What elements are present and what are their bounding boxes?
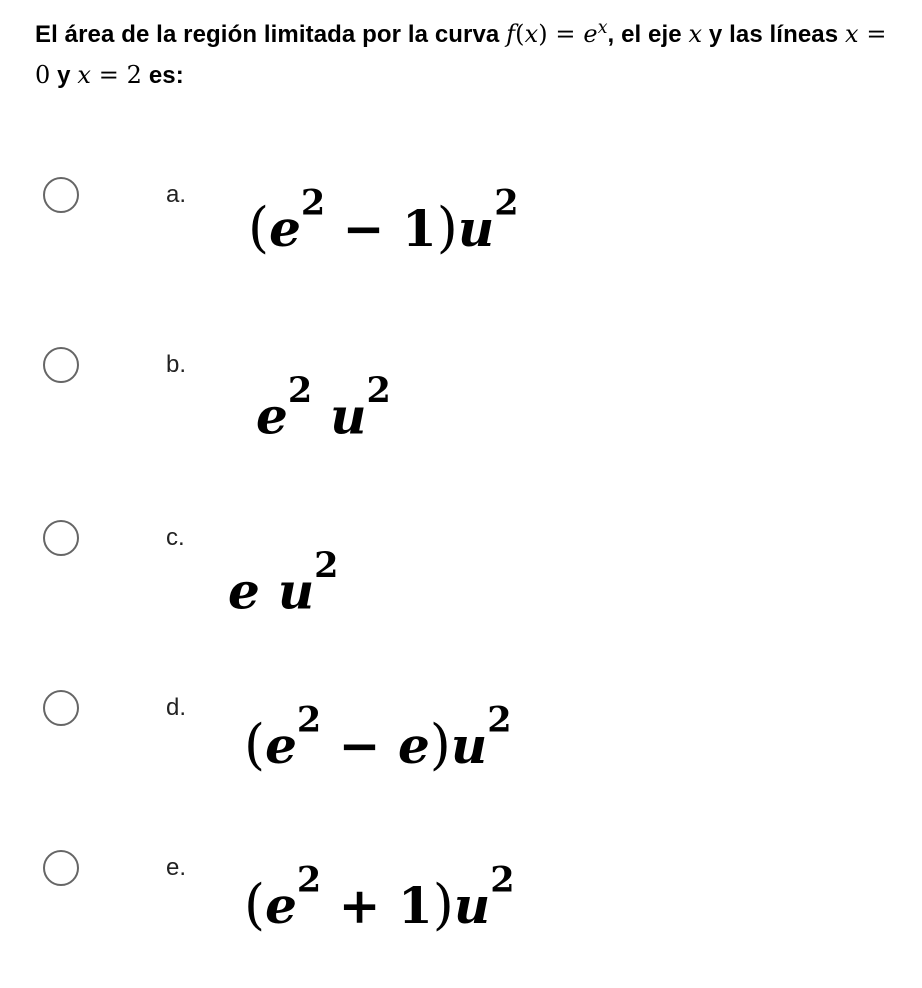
math-paren: ) [436, 196, 458, 259]
math-operator: + [321, 876, 398, 935]
math-e: e [256, 386, 288, 446]
math-paren: ( [244, 713, 266, 776]
question-text [35, 14, 905, 96]
math-paren: ) [432, 873, 454, 936]
option-letter: a. [166, 181, 187, 208]
math-unit: u [457, 199, 495, 258]
math-number: 2 [126, 61, 143, 89]
option-expression [248, 182, 519, 259]
question-text-part: El área de la región limitada por la curva [35, 21, 507, 48]
math-exponent: 2 [296, 699, 322, 741]
math-paren: ( [244, 873, 266, 936]
math-e: e [269, 199, 301, 258]
math-exponent: 2 [494, 182, 519, 224]
math-x: x [77, 61, 91, 89]
math-exponent: 2 [490, 859, 515, 901]
option-letter: e. [166, 854, 187, 881]
math-operator: − [325, 199, 402, 258]
math-e: e [265, 876, 297, 935]
radio-button-d[interactable] [43, 690, 79, 726]
math-number: 0 [35, 61, 51, 89]
option-letter: b. [166, 351, 187, 378]
option-expression [228, 545, 339, 621]
option-expression [244, 859, 515, 936]
radio-button-e[interactable] [43, 850, 79, 886]
math-exponent: 2 [314, 545, 339, 586]
math-x: x [688, 20, 703, 48]
math-equals: = [91, 61, 127, 89]
math-x: x [524, 20, 539, 48]
answer-option-e[interactable] [0, 838, 922, 988]
math-f: f [506, 20, 516, 48]
math-exponent: x [597, 18, 608, 38]
math-unit: u [330, 386, 367, 446]
radio-button-c[interactable] [43, 520, 79, 556]
question-text-part: es: [142, 62, 184, 89]
math-unit: u [450, 716, 488, 775]
answer-option-c[interactable] [0, 508, 922, 658]
option-letter: d. [166, 694, 187, 721]
math-unit: u [277, 561, 315, 621]
math-equals: = [858, 20, 887, 48]
option-expression [256, 370, 391, 446]
answer-option-d[interactable] [0, 678, 922, 828]
math-term: 1 [401, 199, 437, 258]
option-letter: c. [166, 524, 185, 551]
math-term: e [397, 716, 430, 775]
answer-option-b[interactable] [0, 335, 922, 485]
math-paren: ) [429, 713, 451, 776]
radio-button-b[interactable] [43, 347, 79, 383]
math-paren: ) [538, 20, 548, 48]
math-e: e [228, 561, 260, 621]
math-exponent: 2 [300, 182, 326, 224]
radio-button-a[interactable] [43, 177, 79, 213]
math-exponent: 2 [296, 859, 322, 901]
option-expression [244, 699, 512, 776]
question-text-part: y [50, 62, 78, 89]
question-text-part: , el eje [607, 21, 689, 48]
math-x: x [844, 20, 859, 48]
question-text-part: y las líneas [702, 21, 845, 48]
math-paren: ( [515, 20, 525, 48]
math-unit: u [453, 876, 491, 935]
math-term: 1 [397, 876, 433, 935]
math-paren: ( [248, 196, 270, 259]
math-e: e [265, 716, 297, 775]
math-exponent: 2 [366, 370, 391, 411]
math-equals: = [547, 20, 584, 48]
math-operator: − [321, 716, 398, 775]
math-exponent: 2 [487, 699, 512, 741]
math-exponent: 2 [287, 370, 313, 411]
math-e: e [583, 20, 598, 48]
answer-option-a[interactable] [0, 165, 922, 315]
